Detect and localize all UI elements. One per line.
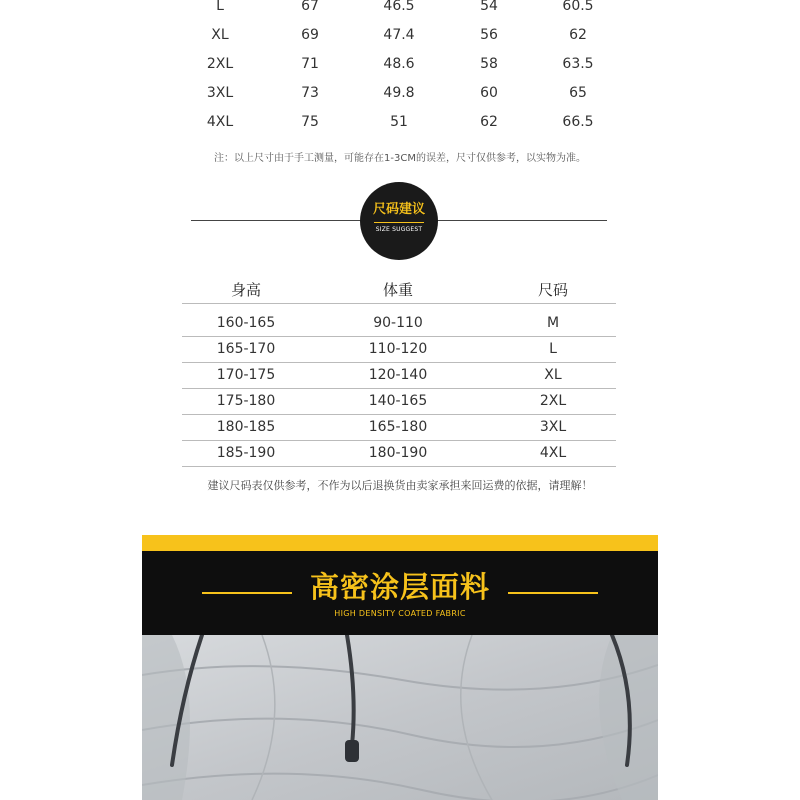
table-cell: 73 (301, 85, 319, 101)
column-header-size: 尺码 (537, 281, 568, 299)
size-cell: 4XL (206, 114, 234, 130)
height-cell: 185-190 (216, 445, 276, 461)
weight-cell: 120-140 (368, 367, 428, 383)
table-cell: 62 (480, 114, 498, 130)
section-divider-left (191, 220, 361, 221)
badge-subtitle: SIZE SUGGEST (375, 226, 423, 233)
table-row (182, 310, 616, 337)
banner-accent-stripe (142, 535, 658, 551)
badge-rule (374, 222, 424, 223)
weight-cell: 90-110 (373, 315, 423, 331)
table-row (182, 440, 616, 467)
size-cell: 3XL (206, 85, 234, 101)
size-disclaimer: 建议尺码表仅供参考，不作为以后退换货由卖家承担来回运费的依据，请理解！ (207, 479, 593, 492)
table-header-row (182, 277, 616, 304)
table-cell: 47.4 (383, 27, 415, 43)
table-row (182, 414, 616, 441)
height-cell: 175-180 (216, 393, 276, 409)
table-row (0, 23, 800, 47)
table-cell: 60 (480, 85, 498, 101)
table-cell: 65 (569, 85, 587, 101)
table-row (0, 52, 800, 76)
weight-cell: 165-180 (368, 419, 428, 435)
section-divider-right (437, 220, 607, 221)
column-header-weight: 体重 (382, 281, 413, 299)
height-cell: 170-175 (216, 367, 276, 383)
table-row (182, 388, 616, 415)
table-cell: 48.6 (383, 56, 415, 72)
table-cell: 54 (480, 0, 498, 14)
height-cell: 165-170 (216, 341, 276, 357)
size-cell: 3XL (539, 419, 567, 435)
size-cell: 2XL (206, 56, 234, 72)
size-cell: XL (544, 367, 562, 383)
table-cell: 62 (569, 27, 587, 43)
table-row (0, 0, 800, 18)
size-suggest-badge (360, 182, 438, 260)
size-cell: XL (211, 27, 229, 43)
size-cell: L (549, 341, 557, 357)
table-cell: 69 (301, 27, 319, 43)
jacket-fabric-photo (142, 635, 658, 800)
table-cell: 66.5 (562, 114, 594, 130)
table-cell: 71 (301, 56, 319, 72)
table-row (182, 336, 616, 363)
table-cell: 46.5 (383, 0, 415, 14)
weight-cell: 140-165 (368, 393, 428, 409)
table-cell: 58 (480, 56, 498, 72)
table-row (0, 81, 800, 105)
table-cell: 67 (301, 0, 319, 14)
weight-cell: 110-120 (368, 341, 428, 357)
size-cell: M (546, 315, 560, 331)
column-header-height: 身高 (230, 281, 261, 299)
banner-title: 高密涂层面料 (309, 570, 490, 604)
fabric-banner (142, 535, 658, 800)
table-cell: 56 (480, 27, 498, 43)
size-cell: 2XL (539, 393, 567, 409)
table-cell: 60.5 (562, 0, 594, 14)
height-cell: 160-165 (216, 315, 276, 331)
size-cell: 4XL (539, 445, 567, 461)
badge-title: 尺码建议 (372, 202, 425, 217)
table-cell: 75 (301, 114, 319, 130)
banner-subtitle: HIGH DENSITY COATED FABRIC (334, 609, 466, 618)
table-cell: 49.8 (383, 85, 415, 101)
table-row (182, 362, 616, 389)
size-cell: L (216, 0, 224, 14)
measurement-note: 注：以上尺寸由于手工测量，可能存在1-3CM的误差，尺寸仅供参考，以实物为准。 (214, 153, 586, 164)
table-cell: 63.5 (562, 56, 594, 72)
table-row (0, 110, 800, 134)
banner-header (142, 551, 658, 635)
height-cell: 180-185 (216, 419, 276, 435)
table-cell: 51 (390, 114, 408, 130)
weight-cell: 180-190 (368, 445, 428, 461)
